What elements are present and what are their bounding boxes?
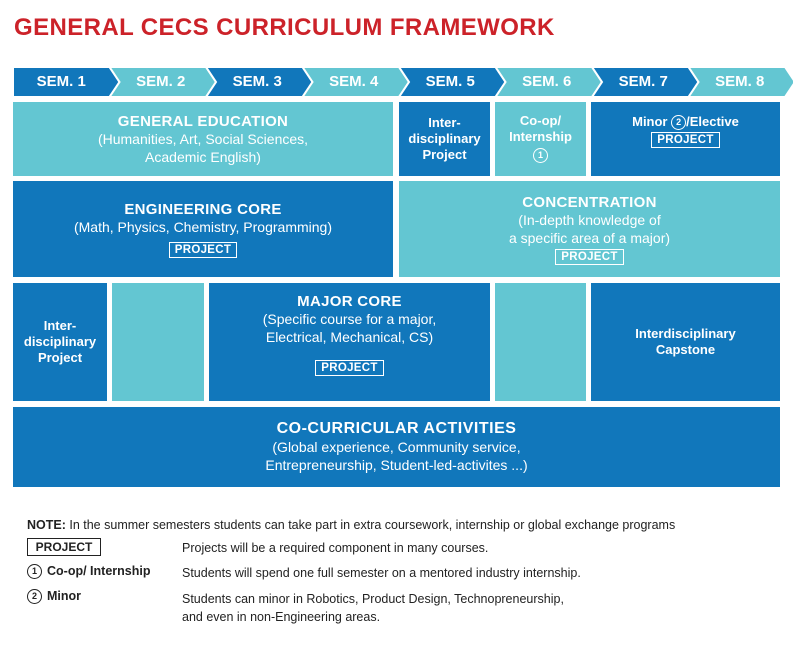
interdisciplinary-project-sem1-block: [13, 283, 107, 401]
empty-light-block-sem2: [112, 283, 204, 401]
semester-label: SEM. 4: [329, 73, 379, 90]
semester-label: SEM. 1: [36, 73, 86, 90]
major-core-sub2: Electrical, Mechanical, CS): [265, 329, 434, 345]
legend-minor-desc: [182, 590, 564, 626]
major-core-title: MAJOR CORE: [297, 293, 402, 310]
semester-label: SEM. 2: [136, 73, 186, 90]
engineering-core-block: [13, 181, 393, 277]
summer-note: [27, 518, 675, 532]
legend-minor-label: Minor: [47, 589, 82, 603]
general-education-title: GENERAL EDUCATION: [117, 112, 289, 130]
semester-label: SEM. 8: [715, 73, 765, 90]
co-curricular-sub2: Entrepreneurship, Student-led-activites ...): [265, 457, 528, 473]
legend-project-badge: PROJECT: [27, 538, 101, 556]
page-title: GENERAL CECS CURRICULUM FRAMEWORK: [14, 14, 555, 41]
minor-label: Minor: [632, 114, 668, 129]
semester-label: SEM. 6: [522, 73, 572, 90]
semester-timeline: [13, 67, 793, 97]
general-education-block: [13, 102, 393, 176]
minor-marker-icon: 2: [671, 115, 686, 130]
minor-elective-block: [591, 102, 780, 176]
major-core-project-badge: PROJECT: [315, 360, 383, 376]
engineering-core-title: ENGINEERING CORE: [124, 200, 282, 218]
legend-project-desc: Projects will be a required component in many courses.: [182, 541, 489, 555]
general-education-sub1: (Humanities, Art, Social Sciences,: [97, 130, 309, 147]
legend-minor-desc1: Students can minor in Robotics, Product Design, Technopreneurship,: [182, 592, 564, 606]
interdisciplinary-project-sem5-block: [399, 102, 490, 176]
interdisciplinary-line3: Project: [422, 147, 467, 162]
co-curricular-title: CO-CURRICULAR ACTIVITIES: [276, 420, 517, 437]
interdisciplinary-line1: Inter-: [428, 115, 461, 130]
engineering-core-project-badge: PROJECT: [169, 242, 237, 258]
concentration-project-badge: PROJECT: [555, 249, 623, 265]
interdisciplinary-left-line1: Inter-: [43, 318, 77, 333]
empty-light-block-sem6: [495, 283, 586, 401]
minor-elective-suffix: /Elective: [686, 114, 739, 129]
legend-minor-marker-icon: 2: [27, 589, 42, 604]
capstone-line1: Interdisciplinary: [635, 326, 736, 341]
concentration-sub1: (In-depth knowledge of: [518, 211, 661, 228]
major-core-block: [209, 283, 490, 401]
coop-line1: Co-op/: [519, 113, 562, 128]
semester-label: SEM. 3: [232, 73, 282, 90]
co-curricular-block: [13, 407, 780, 487]
concentration-block: [399, 181, 780, 277]
legend-coop-marker-icon: 1: [27, 564, 42, 579]
note-text: In the summer semesters students can take part in extra coursework, internship or global exchange programs: [65, 518, 676, 532]
legend-project-key: [27, 538, 101, 556]
interdisciplinary-left-line3: Project: [37, 350, 83, 365]
interdisciplinary-left-line2: disciplinary: [23, 334, 97, 349]
legend-coop-desc: Students will spend one full semester on a mentored industry internship.: [182, 566, 581, 580]
engineering-core-sub: (Math, Physics, Chemistry, Programming): [73, 218, 332, 235]
legend-minor-desc2: and even in non-Engineering areas.: [182, 610, 381, 624]
co-curricular-sub1: (Global experience, Community service,: [272, 439, 521, 455]
major-core-sub1: (Specific course for a major,: [262, 311, 437, 327]
interdisciplinary-capstone-block: [591, 283, 780, 401]
concentration-title: CONCENTRATION: [522, 193, 657, 211]
concentration-sub2: a specific area of a major): [508, 229, 671, 246]
capstone-line2: Capstone: [655, 342, 716, 357]
interdisciplinary-line2: disciplinary: [408, 131, 481, 146]
semester-label: SEM. 5: [425, 73, 475, 90]
general-education-sub2: Academic English): [145, 148, 261, 165]
legend-minor-key: [27, 589, 81, 604]
legend-coop-key: [27, 564, 150, 579]
semester-label: SEM. 7: [618, 73, 668, 90]
minor-project-badge: PROJECT: [651, 132, 719, 148]
legend-coop-label: Co-op/ Internship: [47, 564, 151, 578]
coop-line2: Internship: [509, 129, 572, 144]
note-label: NOTE:: [27, 518, 66, 532]
coop-marker-icon: 1: [533, 148, 548, 163]
coop-internship-block: [495, 102, 586, 176]
